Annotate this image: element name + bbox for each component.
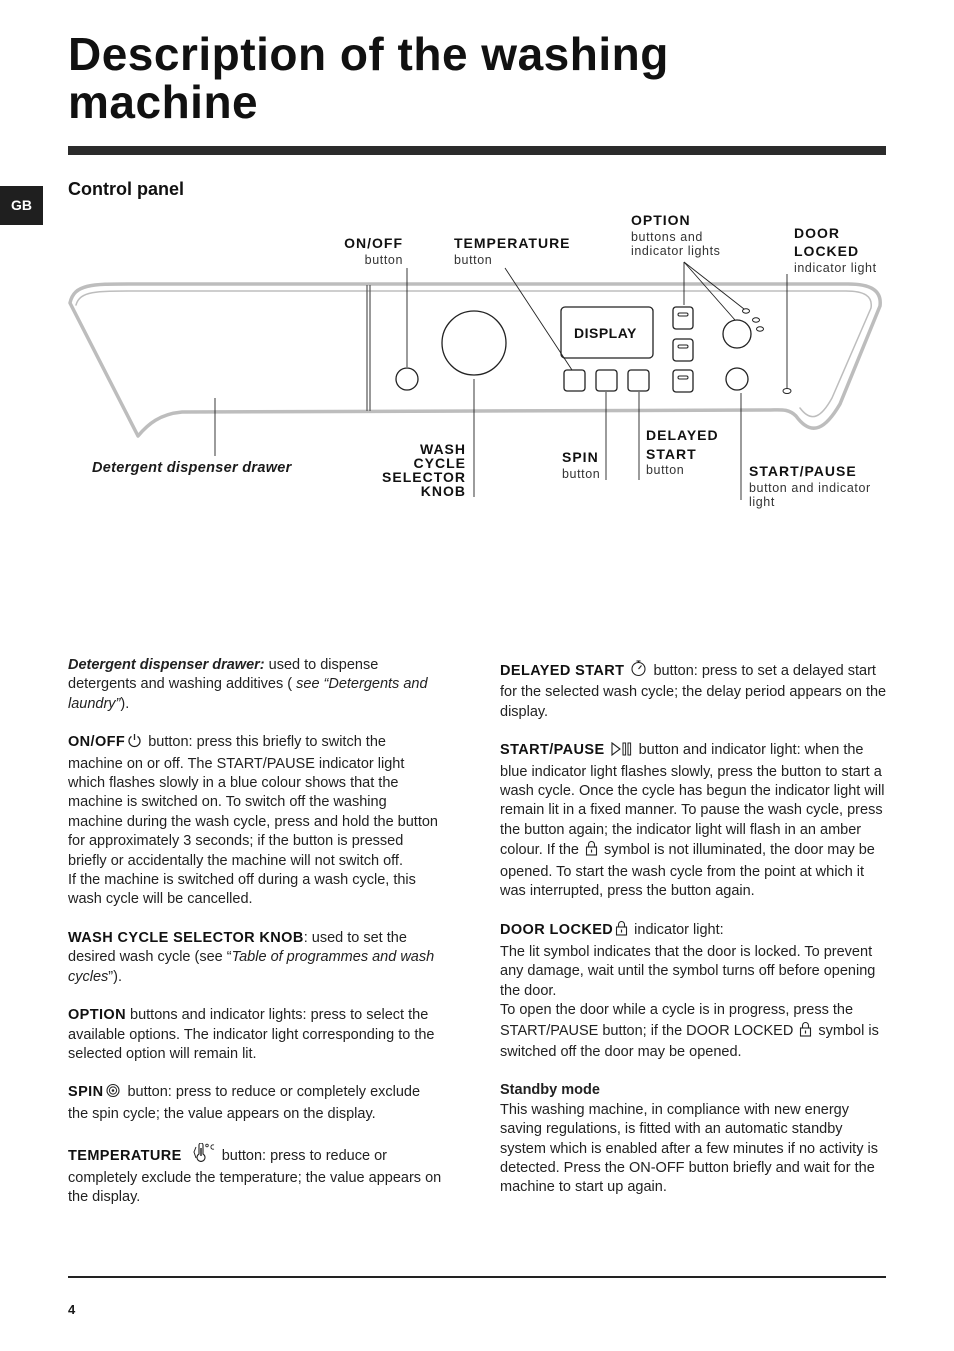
option-paragraph: OPTION buttons and indicator lights: press to select the available options. The indicator light corresponding to the selected option will remain lit. [68, 1007, 435, 1062]
door-locked-sublabel: indicator light [794, 261, 877, 275]
lock-icon [799, 1021, 812, 1043]
leader-lines [215, 262, 787, 500]
drawer-paragraph: Detergent dispenser drawer: used to dispense detergents and washing additives ( see “Detergents and laundry”). [68, 657, 428, 712]
delayed-start-label-1: DELAYED [646, 427, 719, 443]
temperature-button [564, 370, 585, 391]
delayed-start-label-2: START [646, 446, 697, 462]
start-pause-sublabel-1: button and indicator [749, 481, 871, 495]
spin-label: SPIN [562, 449, 599, 465]
onoff-button [396, 368, 418, 390]
lock-icon [585, 840, 598, 862]
lock-icon [615, 920, 628, 942]
detergent-drawer-label: Detergent dispenser drawer [92, 460, 292, 476]
wash-cycle-selector-knob [442, 311, 506, 375]
left-column [68, 656, 444, 1226]
section-heading: Control panel [68, 179, 184, 199]
temperature-paragraph: TEMPERATURE button: press to reduce or completely exclude the temperature; the value appears on the display. [68, 1143, 444, 1207]
thermometer-icon [192, 1143, 216, 1168]
language-tab: GB [0, 186, 43, 225]
footer-rule [68, 1276, 886, 1278]
delayed-start-sublabel: button [646, 463, 685, 477]
delayed-start-button [628, 370, 649, 391]
spin-button [596, 370, 617, 391]
door-locked-indicator-light [783, 389, 791, 394]
play-pause-icon [611, 742, 633, 762]
onoff-sublabel: button [364, 253, 403, 267]
onoff-paragraph: ON/OFF button: press this briefly to switch the machine on or off. The START/PAUSE indicator light which flashes slowly in a blue colour shows that the machine is switched on. To switch off the washing machine during the wash cycle, press and hold the button for approximately 3 seconds; if the button is pressed briefly or accidentally the machine will not switch off. If the machine is switched off during a wash cycle, this wash cycle will be cancelled. [68, 734, 438, 908]
option-sublabel: buttons and indicator lights [631, 230, 721, 258]
display-label: DISPLAY [574, 325, 637, 341]
spin-icon [105, 1083, 121, 1104]
temperature-sublabel: button [454, 253, 493, 267]
start-pause-sublabel-2: light [749, 495, 775, 509]
option-label: OPTION [631, 212, 691, 228]
temperature-label: TEMPERATURE [454, 235, 571, 251]
start-pause-label: START/PAUSE [749, 463, 857, 479]
right-column [500, 660, 887, 1217]
option-knob [723, 320, 751, 348]
page-number: 4 [68, 1302, 76, 1317]
start-pause-button [726, 368, 748, 390]
delayed-start-paragraph: DELAYED START button: press to set a delayed start for the selected wash cycle; the delay period appears on the display. [500, 660, 887, 722]
delay-clock-icon [630, 660, 647, 683]
page-title: Description of the washing machine [68, 28, 669, 128]
door-locked-label-1: DOOR [794, 225, 840, 241]
knob-paragraph: WASH CYCLE SELECTOR KNOB: used to set the desired wash cycle (see “Table of programmes and wash cycles”). [68, 929, 435, 985]
onoff-label: ON/OFF [344, 235, 403, 251]
standby-heading: Standby mode [500, 1082, 600, 1099]
start-pause-paragraph: START/PAUSE button and indicator light: when the blue indicator light flashes slowly, press the button to start a wash cycle. Once the cycle has begun the indicator light will remain lit in a fixed manner. To pause the wash cycle, press the button again; the indicator light will flash in an amber colour. If the symbol is not illuminated, the door may be opened. To start the wash cycle from the point at which it was interrupted, press the button again. [500, 742, 885, 900]
door-locked-label-2: LOCKED [794, 243, 860, 259]
spin-sublabel: button [562, 467, 601, 481]
wash-knob-label: WASH CYCLE SELECTOR KNOB [382, 441, 466, 499]
power-icon [127, 733, 142, 754]
door-locked-paragraph: DOOR LOCKED indicator light: The lit symbol indicates that the door is locked. To prevent any damage, wait until the symbol turns off before opening the door. To open the door while a cycle is in progress, press the START/PAUSE button; if the DOOR LOCKED symbol is switched off the door may be opened. [500, 922, 879, 1060]
spin-paragraph: SPIN button: press to reduce or completely exclude the spin cycle; the value appears on the display. [68, 1084, 421, 1122]
standby-paragraph: This washing machine, in compliance with new energy saving regulations, is fitted with an automatic standby system which is enabled after a few minutes if no activity is detected. Press the ON-OFF button briefly and wait for the machine to start up again. [500, 1101, 878, 1196]
